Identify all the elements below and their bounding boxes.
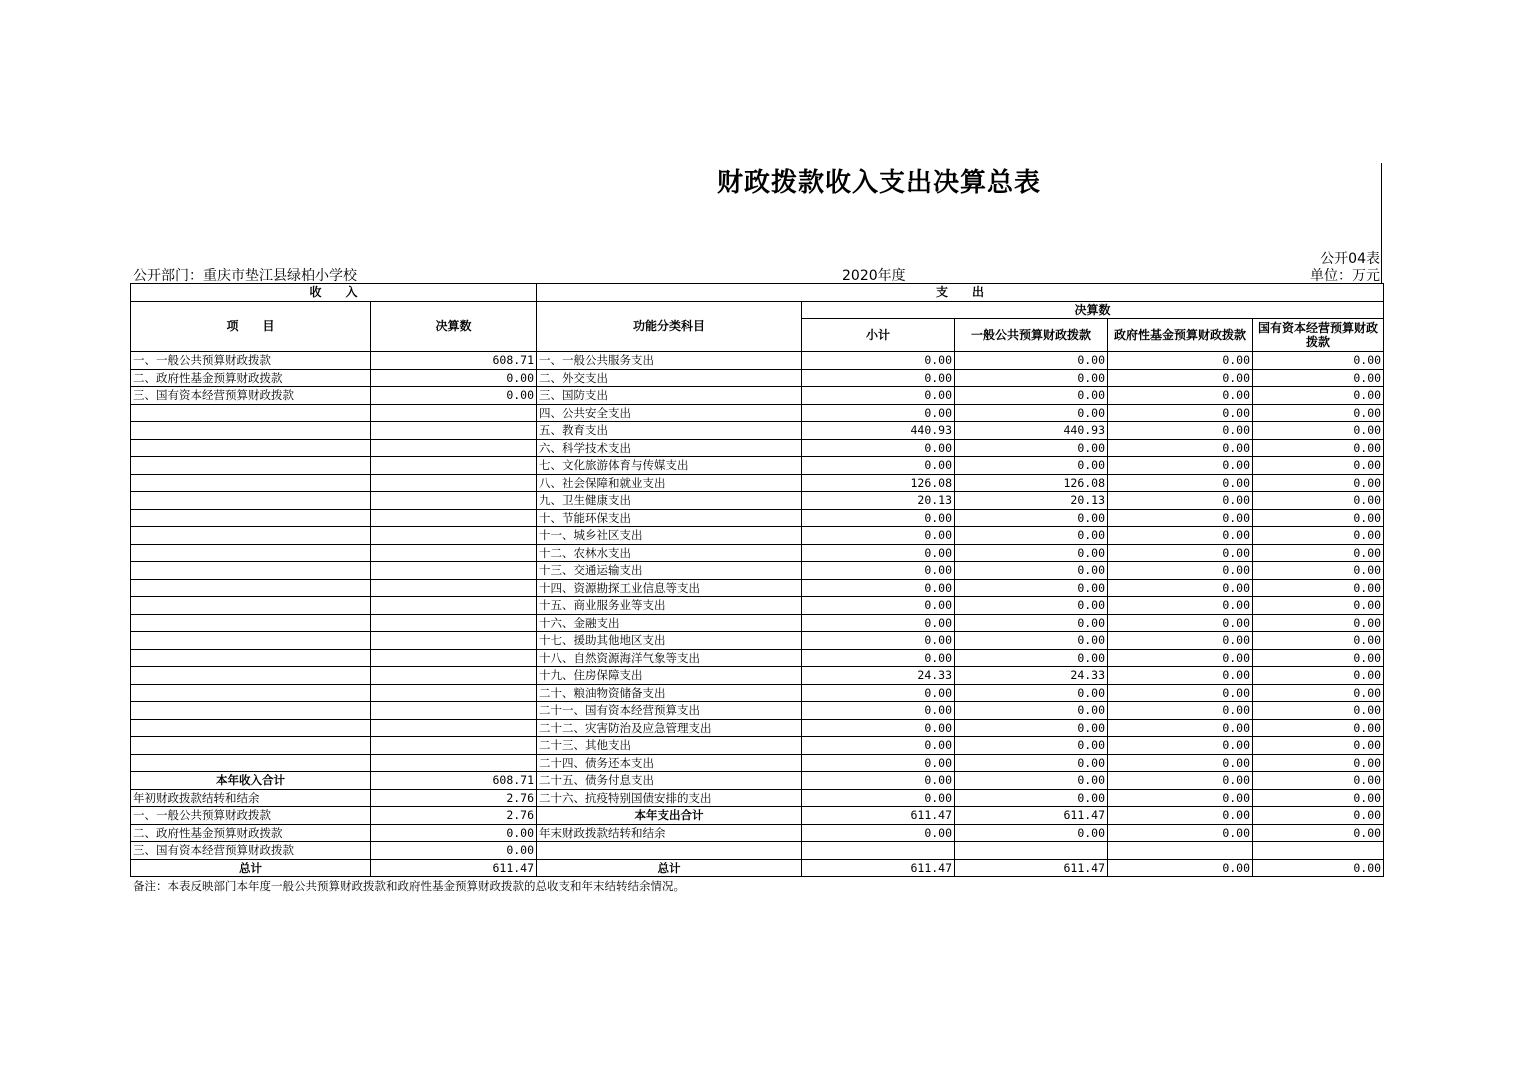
gov-fund-cell: 0.00 <box>1108 754 1253 772</box>
income-item-cell: 二、政府性基金预算财政拨款 <box>131 824 371 842</box>
income-item-cell <box>131 509 371 527</box>
expense-item-cell: 二十三、其他支出 <box>537 737 802 755</box>
unit-label: 单位：万元 <box>1310 268 1380 284</box>
gov-fund-cell: 0.00 <box>1108 404 1253 422</box>
general-budget-cell: 0.00 <box>955 702 1108 720</box>
header-row-1 <box>131 284 1384 302</box>
subtotal-cell: 0.00 <box>802 579 955 597</box>
table-row <box>131 474 1384 492</box>
expense-item-cell: 二十一、国有资本经营预算支出 <box>537 702 802 720</box>
subtotal-cell: 0.00 <box>802 562 955 580</box>
general-budget-cell: 0.00 <box>955 387 1108 405</box>
general-budget-cell: 0.00 <box>955 737 1108 755</box>
income-item-cell <box>131 719 371 737</box>
subtotal-header: 小计 <box>802 319 955 352</box>
income-item-cell <box>131 492 371 510</box>
general-budget-cell: 20.13 <box>955 492 1108 510</box>
general-budget-cell: 0.00 <box>955 544 1108 562</box>
func-subject-header: 功能分类科目 <box>537 301 802 352</box>
general-budget-cell: 0.00 <box>955 404 1108 422</box>
table-row <box>131 492 1384 510</box>
income-amount-cell: 0.00 <box>371 824 537 842</box>
income-item-cell <box>131 667 371 685</box>
expense-item-cell: 二十四、债务还本支出 <box>537 754 802 772</box>
gov-fund-cell <box>1108 842 1253 860</box>
form-code: 公开04表 <box>1320 251 1380 267</box>
general-budget-cell: 0.00 <box>955 439 1108 457</box>
state-capital-cell: 0.00 <box>1253 789 1384 807</box>
income-item-cell <box>131 754 371 772</box>
income-item-cell: 二、政府性基金预算财政拨款 <box>131 369 371 387</box>
general-budget-header: 一般公共预算财政拨款 <box>955 319 1108 352</box>
gov-fund-cell: 0.00 <box>1108 632 1253 650</box>
general-budget-cell: 0.00 <box>955 684 1108 702</box>
table-row <box>131 824 1384 842</box>
subtotal-cell: 0.00 <box>802 772 955 790</box>
state-capital-cell: 0.00 <box>1253 772 1384 790</box>
income-item-cell <box>131 527 371 545</box>
expense-item-cell: 十八、自然资源海洋气象等支出 <box>537 649 802 667</box>
income-amount-cell: 608.71 <box>371 352 537 370</box>
gov-fund-cell: 0.00 <box>1108 457 1253 475</box>
income-amount-cell <box>371 579 537 597</box>
gov-fund-cell: 0.00 <box>1108 824 1253 842</box>
table-row <box>131 579 1384 597</box>
state-capital-cell: 0.00 <box>1253 649 1384 667</box>
gov-fund-cell: 0.00 <box>1108 474 1253 492</box>
subtotal-cell: 0.00 <box>802 737 955 755</box>
subtotal-cell: 0.00 <box>802 789 955 807</box>
expense-item-cell: 二十、粮油物资储备支出 <box>537 684 802 702</box>
state-capital-cell: 0.00 <box>1253 859 1384 877</box>
income-amount-cell <box>371 737 537 755</box>
general-budget-cell: 0.00 <box>955 754 1108 772</box>
general-budget-cell: 0.00 <box>955 562 1108 580</box>
income-item-cell <box>131 404 371 422</box>
state-capital-cell: 0.00 <box>1253 527 1384 545</box>
gov-fund-cell: 0.00 <box>1108 544 1253 562</box>
general-budget-cell: 0.00 <box>955 597 1108 615</box>
income-amount-cell <box>371 632 537 650</box>
expense-item-cell: 十七、援助其他地区支出 <box>537 632 802 650</box>
table-row <box>131 772 1384 790</box>
income-item-cell <box>131 474 371 492</box>
subtotal-cell: 0.00 <box>802 509 955 527</box>
income-amount-cell <box>371 509 537 527</box>
general-budget-cell: 0.00 <box>955 509 1108 527</box>
expense-item-cell: 十一、城乡社区支出 <box>537 527 802 545</box>
expense-item-cell: 二十二、灾害防治及应急管理支出 <box>537 719 802 737</box>
income-item-cell <box>131 737 371 755</box>
income-amount-cell <box>371 597 537 615</box>
state-capital-cell: 0.00 <box>1253 474 1384 492</box>
table-row <box>131 352 1384 370</box>
general-budget-cell: 0.00 <box>955 369 1108 387</box>
department-label: 公开部门：重庆市垫江县绿柏小学校 <box>133 268 357 284</box>
gov-fund-cell: 0.00 <box>1108 492 1253 510</box>
expense-header: 支 出 <box>537 284 1384 302</box>
subtotal-cell: 0.00 <box>802 352 955 370</box>
table-row <box>131 544 1384 562</box>
gov-fund-cell: 0.00 <box>1108 667 1253 685</box>
state-capital-cell: 0.00 <box>1253 404 1384 422</box>
expense-item-cell <box>537 842 802 860</box>
gov-fund-cell: 0.00 <box>1108 737 1253 755</box>
state-capital-cell: 0.00 <box>1253 632 1384 650</box>
state-capital-cell: 0.00 <box>1253 352 1384 370</box>
income-item-cell: 三、国有资本经营预算财政拨款 <box>131 842 371 860</box>
table-row <box>131 737 1384 755</box>
gov-fund-cell: 0.00 <box>1108 527 1253 545</box>
general-budget-cell: 0.00 <box>955 579 1108 597</box>
general-budget-cell: 126.08 <box>955 474 1108 492</box>
income-amount-cell <box>371 457 537 475</box>
year-label: 2020年度 <box>842 268 906 284</box>
state-capital-cell: 0.00 <box>1253 439 1384 457</box>
header-row-2 <box>131 301 1384 319</box>
gov-fund-cell: 0.00 <box>1108 702 1253 720</box>
income-amount-cell: 611.47 <box>371 859 537 877</box>
subtotal-cell: 0.00 <box>802 404 955 422</box>
gov-fund-cell: 0.00 <box>1108 422 1253 440</box>
income-amount-cell: 0.00 <box>371 387 537 405</box>
income-amount-cell <box>371 649 537 667</box>
income-amount-cell <box>371 404 537 422</box>
subtotal-cell: 24.33 <box>802 667 955 685</box>
subtotal-cell: 126.08 <box>802 474 955 492</box>
table-row <box>131 422 1384 440</box>
state-capital-cell: 0.00 <box>1253 457 1384 475</box>
subtotal-cell: 0.00 <box>802 597 955 615</box>
income-amount-cell: 2.76 <box>371 807 537 825</box>
expense-item-cell: 二十六、抗疫特别国债安排的支出 <box>537 789 802 807</box>
table-row <box>131 614 1384 632</box>
income-amount-cell <box>371 719 537 737</box>
general-budget-cell: 440.93 <box>955 422 1108 440</box>
state-capital-cell: 0.00 <box>1253 807 1384 825</box>
general-budget-cell: 0.00 <box>955 614 1108 632</box>
expense-item-cell: 年末财政拨款结转和结余 <box>537 824 802 842</box>
expense-item-cell: 十四、资源勘探工业信息等支出 <box>537 579 802 597</box>
income-amount-cell <box>371 614 537 632</box>
state-capital-cell: 0.00 <box>1253 422 1384 440</box>
subtotal-cell: 0.00 <box>802 719 955 737</box>
general-budget-cell: 0.00 <box>955 649 1108 667</box>
subtotal-cell: 0.00 <box>802 527 955 545</box>
table-row <box>131 842 1384 860</box>
subtotal-cell: 440.93 <box>802 422 955 440</box>
table-row <box>131 369 1384 387</box>
income-amount-cell <box>371 684 537 702</box>
income-item-cell <box>131 649 371 667</box>
income-amount-cell <box>371 754 537 772</box>
state-capital-cell: 0.00 <box>1253 597 1384 615</box>
table-row <box>131 667 1384 685</box>
table-row <box>131 684 1384 702</box>
income-amount-cell <box>371 527 537 545</box>
state-capital-cell: 0.00 <box>1253 684 1384 702</box>
table-row <box>131 859 1384 877</box>
income-amount-cell <box>371 562 537 580</box>
income-amount-cell: 0.00 <box>371 369 537 387</box>
gov-fund-cell: 0.00 <box>1108 649 1253 667</box>
expense-item-cell: 一、一般公共服务支出 <box>537 352 802 370</box>
subtotal-cell: 20.13 <box>802 492 955 510</box>
income-item-cell <box>131 632 371 650</box>
table-row <box>131 789 1384 807</box>
title-container <box>130 162 1520 199</box>
general-budget-cell: 24.33 <box>955 667 1108 685</box>
income-amount-cell <box>371 702 537 720</box>
state-capital-cell: 0.00 <box>1253 754 1384 772</box>
expense-item-cell: 八、社会保障和就业支出 <box>537 474 802 492</box>
income-item-cell: 总计 <box>131 859 371 877</box>
state-capital-cell: 0.00 <box>1253 824 1384 842</box>
income-amount-cell: 2.76 <box>371 789 537 807</box>
general-budget-cell: 0.00 <box>955 772 1108 790</box>
table-row <box>131 404 1384 422</box>
state-capital-header: 国有资本经营预算财政拨款 <box>1253 319 1384 352</box>
general-budget-cell: 0.00 <box>955 824 1108 842</box>
subtotal-cell: 0.00 <box>802 754 955 772</box>
table-row <box>131 649 1384 667</box>
general-budget-cell: 0.00 <box>955 527 1108 545</box>
table-row <box>131 509 1384 527</box>
income-item-cell <box>131 457 371 475</box>
state-capital-cell: 0.00 <box>1253 387 1384 405</box>
income-amount-cell <box>371 667 537 685</box>
expense-item-cell: 总计 <box>537 859 802 877</box>
income-item-cell <box>131 544 371 562</box>
item-header: 项 目 <box>131 301 371 352</box>
state-capital-cell: 0.00 <box>1253 702 1384 720</box>
state-capital-cell: 0.00 <box>1253 579 1384 597</box>
income-item-cell <box>131 684 371 702</box>
subtotal-cell: 0.00 <box>802 614 955 632</box>
general-budget-cell: 611.47 <box>955 807 1108 825</box>
gov-fund-cell: 0.00 <box>1108 719 1253 737</box>
expense-item-cell: 十五、商业服务业等支出 <box>537 597 802 615</box>
income-item-cell <box>131 702 371 720</box>
income-item-cell <box>131 562 371 580</box>
subtotal-cell: 611.47 <box>802 807 955 825</box>
final-amount-header: 决算数 <box>802 301 1384 319</box>
subtotal-cell: 0.00 <box>802 824 955 842</box>
income-amount-cell <box>371 492 537 510</box>
table-row <box>131 597 1384 615</box>
expense-item-cell: 十、节能环保支出 <box>537 509 802 527</box>
income-item-cell <box>131 422 371 440</box>
gov-fund-cell: 0.00 <box>1108 614 1253 632</box>
state-capital-cell: 0.00 <box>1253 544 1384 562</box>
gov-fund-cell: 0.00 <box>1108 387 1253 405</box>
income-amount-cell <box>371 439 537 457</box>
income-item-cell: 一、一般公共预算财政拨款 <box>131 352 371 370</box>
income-item-cell <box>131 614 371 632</box>
subtotal-cell: 0.00 <box>802 439 955 457</box>
general-budget-cell <box>955 842 1108 860</box>
income-item-cell <box>131 597 371 615</box>
state-capital-cell <box>1253 842 1384 860</box>
income-item-cell: 本年收入合计 <box>131 772 371 790</box>
amount-header: 决算数 <box>371 301 537 352</box>
income-amount-cell <box>371 422 537 440</box>
expense-item-cell: 五、教育支出 <box>537 422 802 440</box>
page-title: 财政拨款收入支出决算总表 <box>716 168 1041 198</box>
table-row <box>131 754 1384 772</box>
gov-fund-cell: 0.00 <box>1108 859 1253 877</box>
gov-fund-header: 政府性基金预算财政拨款 <box>1108 319 1253 352</box>
subtotal-cell: 0.00 <box>802 684 955 702</box>
subtotal-cell: 0.00 <box>802 387 955 405</box>
gov-fund-cell: 0.00 <box>1108 352 1253 370</box>
general-budget-cell: 0.00 <box>955 457 1108 475</box>
table-row <box>131 439 1384 457</box>
state-capital-cell: 0.00 <box>1253 737 1384 755</box>
table-row <box>131 807 1384 825</box>
expense-item-cell: 本年支出合计 <box>537 807 802 825</box>
state-capital-cell: 0.00 <box>1253 667 1384 685</box>
general-budget-cell: 611.47 <box>955 859 1108 877</box>
subtotal-cell: 0.00 <box>802 544 955 562</box>
gov-fund-cell: 0.00 <box>1108 789 1253 807</box>
state-capital-cell: 0.00 <box>1253 719 1384 737</box>
expense-item-cell: 二、外交支出 <box>537 369 802 387</box>
income-amount-cell: 0.00 <box>371 842 537 860</box>
general-budget-cell: 0.00 <box>955 789 1108 807</box>
subtotal-cell: 0.00 <box>802 632 955 650</box>
subtotal-cell: 611.47 <box>802 859 955 877</box>
general-budget-cell: 0.00 <box>955 719 1108 737</box>
subtotal-cell <box>802 842 955 860</box>
income-amount-cell <box>371 544 537 562</box>
gov-fund-cell: 0.00 <box>1108 684 1253 702</box>
state-capital-cell: 0.00 <box>1253 614 1384 632</box>
table-row <box>131 387 1384 405</box>
income-item-cell: 一、一般公共预算财政拨款 <box>131 807 371 825</box>
state-capital-cell: 0.00 <box>1253 492 1384 510</box>
footnote: 备注：本表反映部门本年度一般公共预算财政拨款和政府性基金预算财政拨款的总收支和年末结转结余情况。 <box>133 879 685 893</box>
subtotal-cell: 0.00 <box>802 702 955 720</box>
gov-fund-cell: 0.00 <box>1108 579 1253 597</box>
gov-fund-cell: 0.00 <box>1108 369 1253 387</box>
finance-table <box>130 283 1384 877</box>
gov-fund-cell: 0.00 <box>1108 439 1253 457</box>
subtotal-cell: 0.00 <box>802 369 955 387</box>
state-capital-cell: 0.00 <box>1253 562 1384 580</box>
general-budget-cell: 0.00 <box>955 632 1108 650</box>
expense-item-cell: 六、科学技术支出 <box>537 439 802 457</box>
table-row <box>131 457 1384 475</box>
expense-item-cell: 十三、交通运输支出 <box>537 562 802 580</box>
expense-item-cell: 三、国防支出 <box>537 387 802 405</box>
gov-fund-cell: 0.00 <box>1108 509 1253 527</box>
expense-item-cell: 四、公共安全支出 <box>537 404 802 422</box>
income-header: 收 入 <box>131 284 537 302</box>
income-item-cell <box>131 579 371 597</box>
subtotal-cell: 0.00 <box>802 649 955 667</box>
income-item-cell: 年初财政拨款结转和结余 <box>131 789 371 807</box>
expense-item-cell: 九、卫生健康支出 <box>537 492 802 510</box>
gov-fund-cell: 0.00 <box>1108 562 1253 580</box>
expense-item-cell: 十二、农林水支出 <box>537 544 802 562</box>
income-amount-cell: 608.71 <box>371 772 537 790</box>
table-row <box>131 702 1384 720</box>
gov-fund-cell: 0.00 <box>1108 807 1253 825</box>
subtotal-cell: 0.00 <box>802 457 955 475</box>
table-row <box>131 562 1384 580</box>
expense-item-cell: 十九、住房保障支出 <box>537 667 802 685</box>
expense-item-cell: 七、文化旅游体育与传媒支出 <box>537 457 802 475</box>
expense-item-cell: 二十五、债务付息支出 <box>537 772 802 790</box>
general-budget-cell: 0.00 <box>955 352 1108 370</box>
income-item-cell: 三、国有资本经营预算财政拨款 <box>131 387 371 405</box>
gov-fund-cell: 0.00 <box>1108 597 1253 615</box>
income-item-cell <box>131 439 371 457</box>
expense-item-cell: 十六、金融支出 <box>537 614 802 632</box>
table-row <box>131 527 1384 545</box>
state-capital-cell: 0.00 <box>1253 509 1384 527</box>
gov-fund-cell: 0.00 <box>1108 772 1253 790</box>
table-row <box>131 719 1384 737</box>
income-amount-cell <box>371 474 537 492</box>
state-capital-cell: 0.00 <box>1253 369 1384 387</box>
table-row <box>131 632 1384 650</box>
